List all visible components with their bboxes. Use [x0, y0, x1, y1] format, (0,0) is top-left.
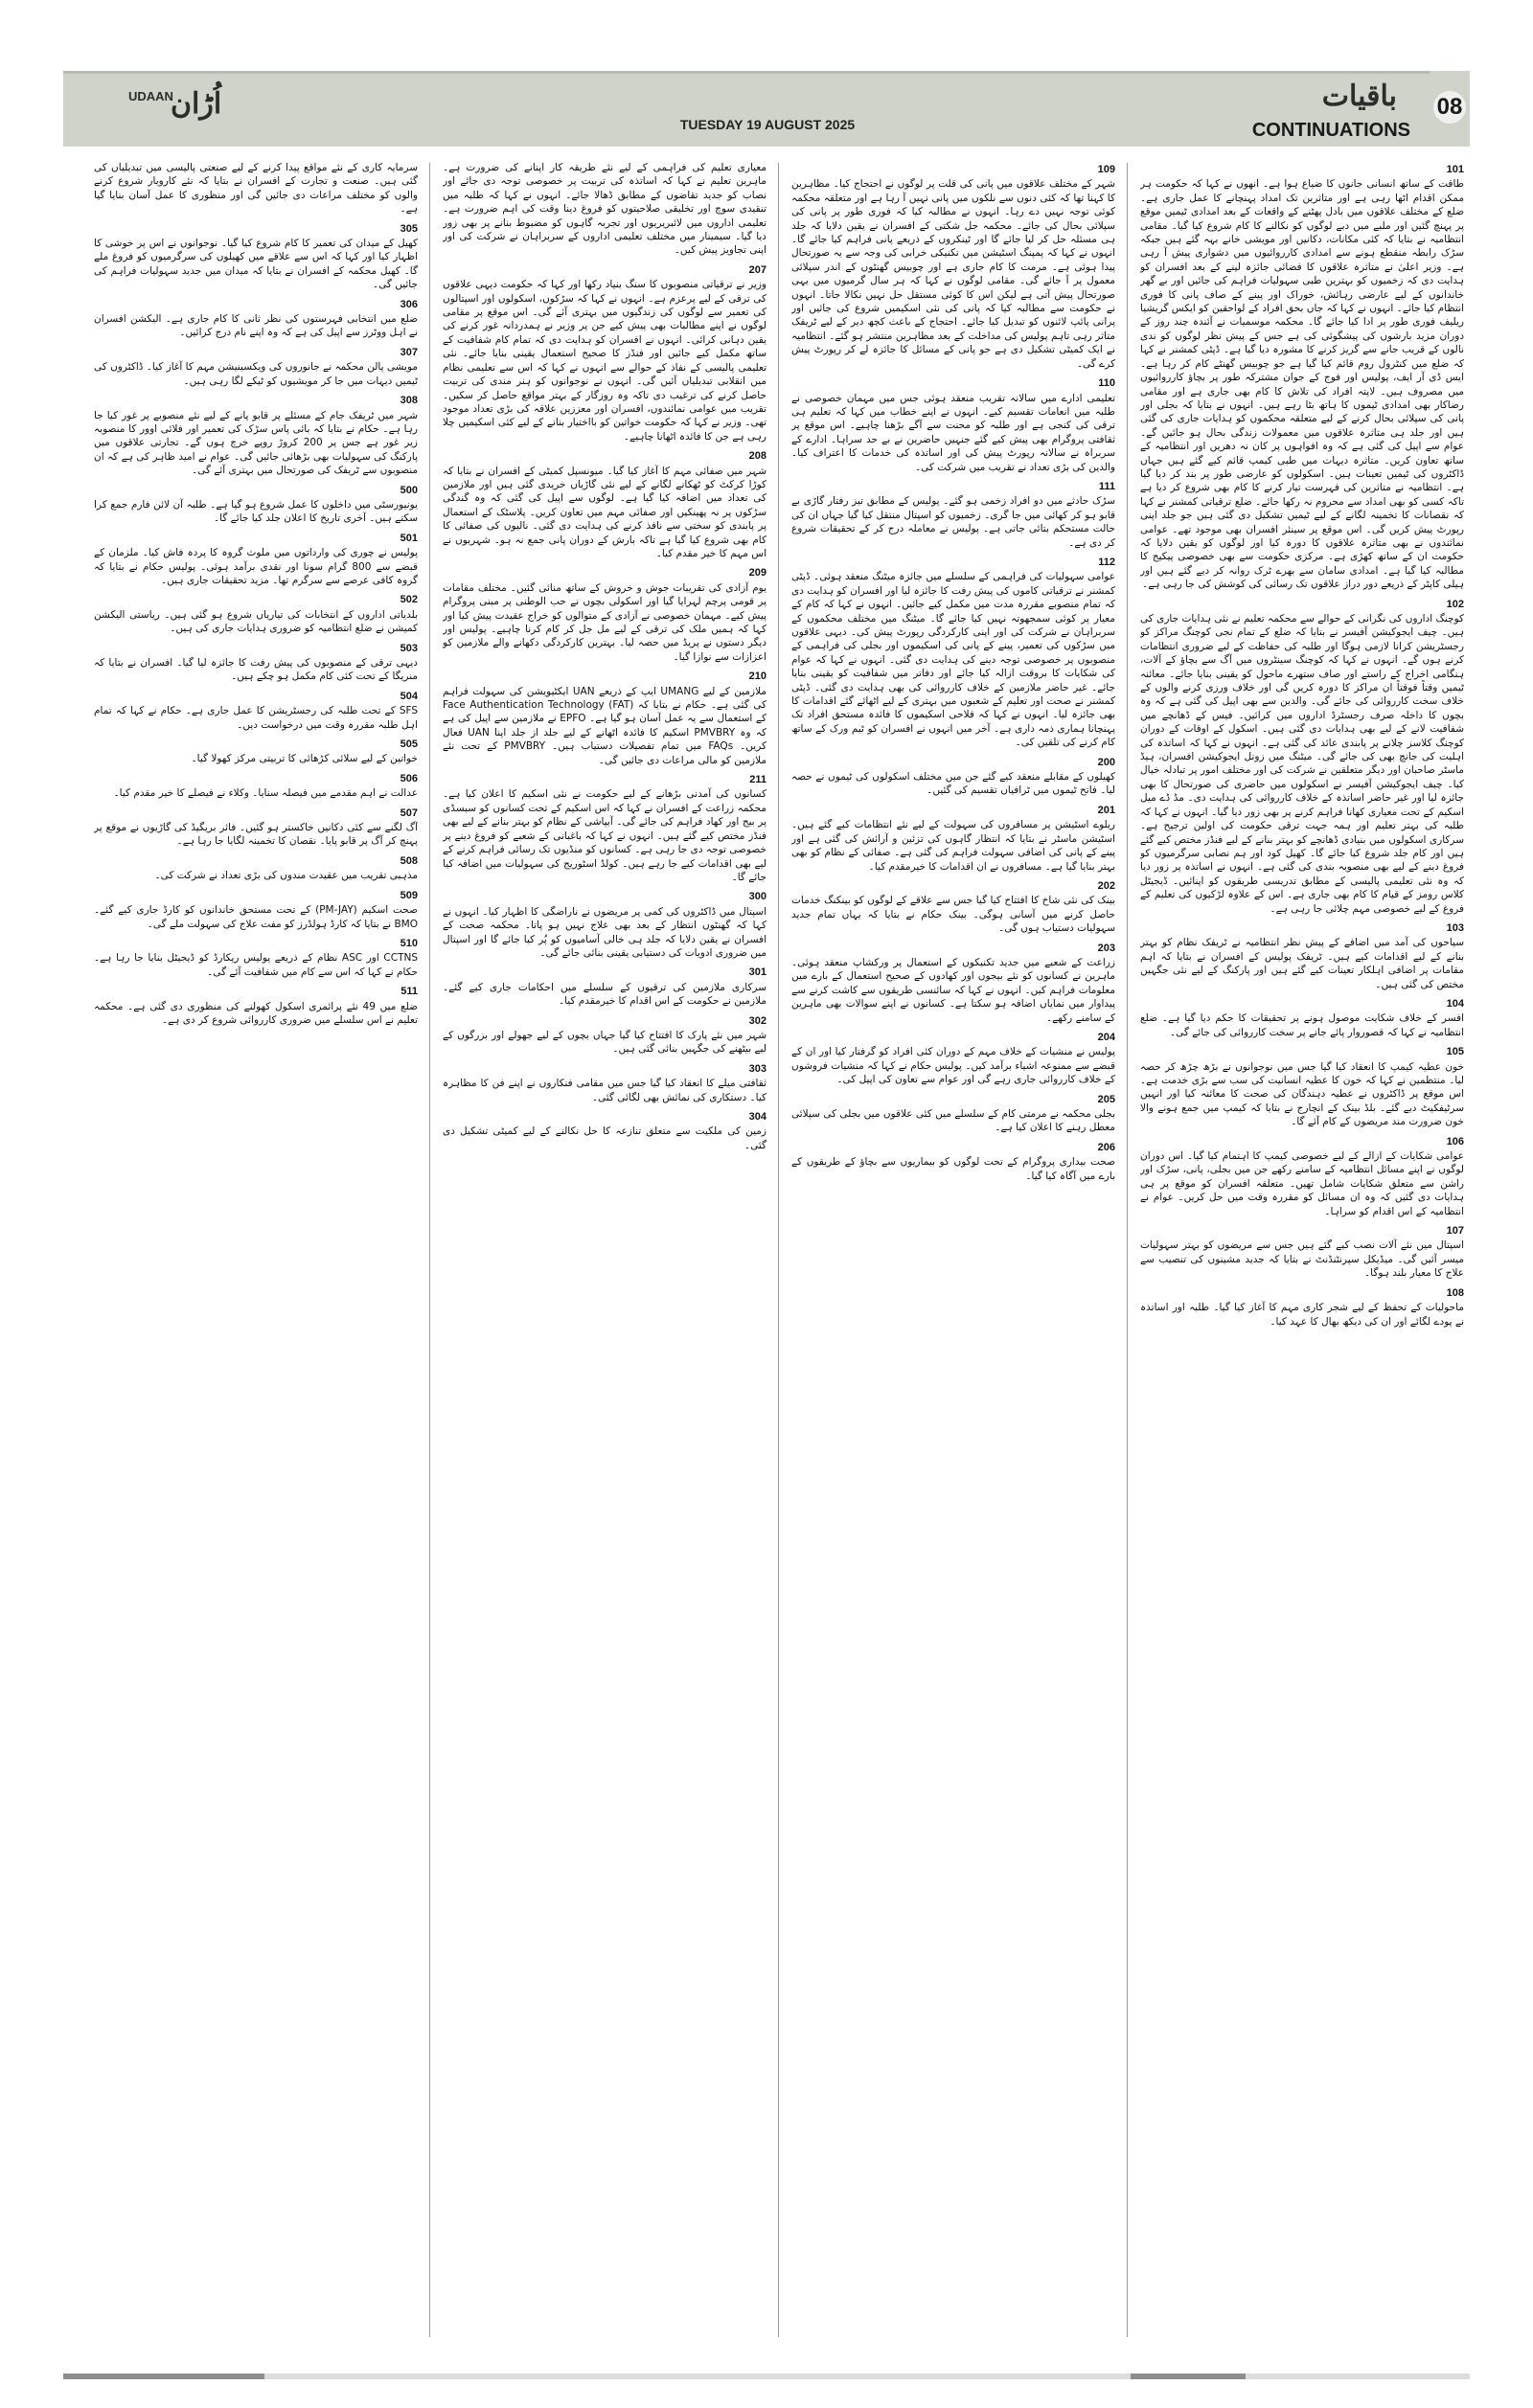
- continuation-text: ملازمین کے لیے UMANG ایپ کے ذریعے UAN ایکٹیویشن کی سہولت فراہم کی گئی ہے۔ حکام نے بتایا کہ Face Authentication Technology (FAT) کے استعمال سے یہ عمل آسان ہو گیا ہے۔ EPFO نے ملازمین سے اپیل کی ہے کہ وہ PMVBRY اسکیم کا فائدہ اٹھانے کے لیے جلد از جلد اپنا UAN فعال کریں۔ FAQs میں تمام تفصیلات دستیاب ہیں۔ PMVBRY کے تحت نئے ملازمین کو مالی مراعات دی جائیں گی۔: [443, 685, 766, 766]
- continuation-block: [443, 566, 766, 664]
- continuation-number: 508: [400, 854, 418, 867]
- continuation-block: [1140, 1224, 1464, 1281]
- article-column-4: [94, 161, 418, 2345]
- continuation-block: [94, 690, 418, 732]
- continuation-number: 101: [1446, 164, 1464, 175]
- continuation-block: [94, 161, 418, 216]
- continuation-text: دیہی ترقی کے منصوبوں کی پیش رفت کا جائزہ لیا گیا۔ افسران نے بتایا کہ منریگا کے تحت کئی کام مکمل ہو چکے ہیں۔: [94, 657, 418, 683]
- continuation-block: [443, 890, 766, 960]
- continuation-block: [443, 1110, 766, 1152]
- continuation-number: 200: [1097, 756, 1115, 768]
- continuation-text: آگ لگنے سے کئی دکانیں خاکستر ہو گئیں۔ فائر بریگیڈ کی گاڑیوں نے موقع پر پہنچ کر آگ پر قابو پایا۔ نقصان کا تخمینہ لگایا جا رہا ہے۔: [94, 822, 418, 848]
- continuation-block: [94, 985, 418, 1027]
- continuation-number: 500: [400, 484, 418, 496]
- continuation-block: [1140, 1135, 1464, 1218]
- continuation-text: سڑک حادثے میں دو افراد زخمی ہو گئے۔ پولیس کے مطابق تیز رفتار گاڑی بے قابو ہو کر کھائی میں جا گری۔ زخمیوں کو اسپتال منتقل کیا گیا جہاں ان کی حالت مستحکم بتائی جاتی ہے۔ پولیس نے معاملہ درج کر کے تحقیقات شروع کر دی ہے۔: [791, 495, 1115, 549]
- continuation-text: خون عطیہ کیمپ کا انعقاد کیا گیا جس میں نوجوانوں نے بڑھ چڑھ کر حصہ لیا۔ منتظمین نے کہا کہ خون کا عطیہ انسانیت کی سب سے بڑی خدمت ہے۔ اس موقع پر ڈاکٹروں نے عطیہ دہندگان کی صحت کا معائنہ کیا اور انہیں سرٹیفکیٹ دیے گئے۔ بلڈ بینک کے انچارج نے بتایا کہ کیمپ میں جمع ہونے والا خون ضرورت مند مریضوں کے کام آئے گا۔: [1140, 1060, 1464, 1128]
- continuation-text: عوامی سہولیات کی فراہمی کے سلسلے میں جائزہ میٹنگ منعقد ہوئی۔ ڈپٹی کمشنر نے ترقیاتی کاموں کی پیش رفت کا جائزہ لیا اور افسران کو ہدایت دی کہ تمام منصوبے مقررہ مدت میں مکمل کیے جائیں۔ انہوں نے کہا کہ کام کے معیار پر کوئی سمجھوتہ نہیں کیا جائے گا۔ میٹنگ میں مختلف محکموں کے سربراہان نے شرکت کی اور اپنی کارکردگی رپورٹ پیش کی۔ دیہی علاقوں میں سڑکوں کی تعمیر، پینے کے پانی کی اسکیموں اور بجلی کی فراہمی کے منصوبوں پر خصوصی توجہ دینے کی ہدایت دی گئی۔ انہوں نے کہا کہ عوام کی شکایات کا بروقت ازالہ کیا جائے اور دفاتر میں شفافیت کو یقینی بنایا جائے۔ غیر حاضر ملازمین کے خلاف کارروائی کی بھی ہدایت دی گئی۔ ڈپٹی کمشنر نے صحت اور تعلیم کے شعبوں میں بہتری کے لیے اٹھائے گئے اقدامات کا بھی جائزہ لیا۔ انہوں نے کہا کہ فلاحی اسکیموں کا فائدہ مستحق افراد تک پہنچانا ہماری ذمہ داری ہے۔ آخر میں انہوں نے افسران کو ٹیم ورک کے ساتھ کام کرنے کی تلقین کی۔: [791, 571, 1115, 749]
- continuation-text: پولیس نے منشیات کے خلاف مہم کے دوران کئی افراد کو گرفتار کیا اور ان کے قبضے سے ممنوعہ اشیاء برآمد کیں۔ پولیس حکام نے کہا کہ منشیات فروشوں کے خلاف کارروائی جاری رہے گی اور عوام سے تعاون کی اپیل کی۔: [791, 1046, 1115, 1086]
- continuation-block: [443, 449, 766, 560]
- continuation-text: شہر کے مختلف علاقوں میں پانی کی قلت پر لوگوں نے احتجاج کیا۔ مظاہرین کا کہنا تھا کہ کئی دنوں سے نلکوں میں پانی نہیں آ رہا ہے اور متعلقہ محکمہ کوئی توجہ نہیں دے رہا۔ انہوں نے مطالبہ کیا کہ فوری طور پر پانی کی سپلائی بحال کی جائے۔ محکمہ جل شکتی کے افسران نے یقین دلایا کہ جلد ہی مسئلہ حل کر لیا جائے گا اور ٹینکروں کے ذریعے پانی فراہم کیا جائے گا۔ انہوں نے کہا کہ پمپنگ اسٹیشن میں تکنیکی خرابی کی وجہ سے یہ صورتحال پیدا ہوئی ہے۔ مرمت کا کام جاری ہے اور چوبیس گھنٹوں کے اندر سپلائی معمول پر آ جائے گی۔ مقامی لوگوں نے کہا کہ ہر سال گرمیوں میں یہی صورتحال پیش آتی ہے لیکن اس کا کوئی مستقل حل نہیں نکالا جاتا۔ انہوں نے حکومت سے مطالبہ کیا کہ پانی کی نئی اسکیمیں شروع کی جائیں اور پرانی پائپ لائنوں کو تبدیل کیا جائے۔ احتجاج کے باعث کچھ دیر کے لیے ٹریفک متاثر رہی تاہم پولیس کی مداخلت کے بعد مظاہرین منتشر ہو گئے۔ انتظامیہ نے ایک کمیٹی تشکیل دی ہے جو پانی کے مسائل کا جائزہ لے کر رپورٹ پیش کرے گی۔: [791, 178, 1115, 370]
- continuation-text: بینک کی نئی شاخ کا افتتاح کیا گیا جس سے علاقے کے لوگوں کو بینکنگ خدمات حاصل کرنے میں آسانی ہوگی۔ بینک حکام نے بتایا کہ یہاں تمام جدید سہولیات دستیاب ہوں گی۔: [791, 895, 1115, 935]
- continuation-block: [94, 532, 418, 588]
- continuation-number: 308: [400, 395, 418, 407]
- continuation-block: [443, 1014, 766, 1056]
- continuation-block: [443, 965, 766, 1008]
- continuation-text: زمین کی ملکیت سے متعلق تنازعہ کا حل نکالنے کے لیے کمیٹی تشکیل دی گئی۔: [443, 1125, 766, 1151]
- continuation-block: [1140, 1286, 1464, 1329]
- page-number-badge: [1430, 71, 1470, 144]
- continuation-block: [1140, 921, 1464, 991]
- continuation-number: 305: [400, 222, 418, 235]
- column-divider: [429, 163, 430, 2337]
- continuation-number: 203: [1097, 942, 1115, 954]
- continuation-number: 211: [749, 774, 766, 786]
- continuation-block: [94, 394, 418, 477]
- continuation-text: شہر میں صفائی مہم کا آغاز کیا گیا۔ میونسپل کمیٹی کے افسران نے بتایا کہ کوڑا کرکٹ کو ٹھکانے لگانے کے لیے نئی گاڑیاں خریدی گئی ہیں اور ملازمین کی تعداد میں اضافہ کیا گیا ہے۔ لوگوں سے اپیل کی گئی کہ وہ گندگی سڑکوں پر نہ پھینکیں اور صفائی مہم میں تعاون کریں۔ پلاسٹک کے استعمال پر پابندی کو سختی سے نافذ کرنے کی ہدایت دی گئی۔ نالیوں کی صفائی کا کام بھی شروع کیا گیا ہے تاکہ بارش کے دوران پانی جمع نہ ہو۔ شہریوں نے اس مہم کا خیر مقدم کیا۔: [443, 465, 766, 559]
- continuation-text: کسانوں کی آمدنی بڑھانے کے لیے حکومت نے نئی اسکیم کا اعلان کیا ہے۔ محکمہ زراعت کے افسران نے کہا کہ اس اسکیم کے تحت کسانوں کو سبسڈی پر بیج اور کھاد فراہم کی جائے گی۔ آبپاشی کے نظام کو بہتر بنانے کے لیے بھی فنڈز مختص کیے گئے ہیں۔ انہوں نے کہا کہ باغبانی کے شعبے کو فروغ دینے پر خصوصی توجہ دی جا رہی ہے۔ کسانوں کو منڈیوں تک رسائی فراہم کرنے کے لیے بھی اقدامات کیے جا رہے ہیں۔ کولڈ اسٹوریج کی سہولیات میں اضافہ کیا جائے گا۔: [443, 788, 766, 883]
- continuation-number: 502: [400, 594, 418, 606]
- continuation-text: اسپتال میں نئے آلات نصب کیے گئے ہیں جس سے مریضوں کو بہتر سہولیات میسر آئیں گی۔ میڈیکل سپرنٹنڈنٹ نے بتایا کہ جدید مشینوں کی تنصیب سے علاج کا معیار بلند ہوگا۔: [1140, 1239, 1464, 1280]
- continuation-number: 112: [1098, 556, 1115, 568]
- continuation-number: 511: [400, 986, 418, 998]
- continuation-block: [94, 738, 418, 766]
- continuation-block: [443, 1062, 766, 1104]
- continuation-text: ریلوے اسٹیشن پر مسافروں کی سہولت کے لیے نئے انتظامات کیے گئے ہیں۔ اسٹیشن ماسٹر نے بتایا کہ انتظار گاہوں کی تزئین و آرائش کی گئی ہے اور پینے کے پانی کی اضافی سہولت فراہم کی گئی ہے۔ صفائی کے نظام کو بھی بہتر بنایا گیا ہے۔ مسافروں نے ان اقدامات کا خیرمقدم کیا۔: [791, 819, 1115, 873]
- continuation-number: 304: [748, 1111, 766, 1123]
- continuation-number: 503: [400, 642, 418, 654]
- continuation-text: طاقت کے ساتھ انسانی جانوں کا ضیاع ہوا ہے۔ انھوں نے کہا کہ حکومت ہر ممکن اقدام اٹھا رہی ہے اور متاثرین تک امداد پہنچانے کا عمل جاری ہے۔ ضلع کے مختلف علاقوں میں بادل پھٹنے کے واقعات کے بعد امدادی ٹیمیں موقع پر پہنچ گئیں اور ملبے میں دبے لوگوں کو نکالنے کا کام شروع کیا گیا۔ مقامی انتظامیہ نے بتایا کہ کئی مکانات، دکانیں اور مویشی خانے بہہ گئے ہیں جبکہ سڑک رابطہ منقطع ہونے سے امدادی کارروائیوں میں دشواری پیش آ رہی ہے۔ وزیر اعلیٰ نے متاثرہ علاقوں کا فضائی جائزہ لینے کے بعد افسران کو ہدایت دی کہ زخمیوں کو بہترین طبی سہولیات فراہم کی جائیں اور بے گھر خاندانوں کے لیے عارضی رہائش، خوراک اور پینے کے صاف پانی کا فوری انتظام کیا جائے۔ انہوں نے کہا کہ جاں بحق افراد کے لواحقین کو ایکس گریشیا ریلیف فوری طور پر ادا کیا جائے گا۔ محکمہ موسمیات نے آئندہ چند روز کے دوران مزید بارشوں کی پیشگوئی کی ہے جس کے پیش نظر لوگوں کو ندی نالوں کے قریب جانے سے گریز کرنے کا مشورہ دیا گیا ہے۔ ڈپٹی کمشنر نے کہا کہ ضلع میں کنٹرول روم قائم کیا گیا ہے جو چوبیس گھنٹے کام کر رہا ہے۔ ایس ڈی آر ایف، پولیس اور فوج کے جوان مشترکہ طور پر بچاؤ کارروائیوں میں مصروف ہیں۔ لاپتہ افراد کی تلاش کا کام بھی جاری ہے اور مقامی رضاکار بھی امدادی ٹیموں کا ہاتھ بٹا رہے ہیں۔ انہوں نے بتایا کہ بجلی اور پانی کی سپلائی بحال کرنے کے لیے متعلقہ محکموں کو ہدایات جاری کی گئی ہیں اور جلد ہی متاثرہ علاقوں میں معمولات زندگی بحال ہو جائیں گے۔ عوام سے اپیل کی گئی ہے کہ وہ افواہوں پر کان نہ دھریں اور انتظامیہ کے ساتھ تعاون کریں۔ متاثرہ دیہات میں طبی کیمپ قائم کیے گئے ہیں جہاں ڈاکٹروں کی ٹیمیں تعینات ہیں۔ اسکولوں کو عارضی طور پر بند کر دیا گیا ہے۔ انتظامیہ نے متاثرین کی فہرست تیار کرنے کا کام بھی شروع کر دیا ہے تاکہ کسی کو بھی امداد سے محروم نہ رکھا جائے۔ ضلع ترقیاتی کمشنر نے کہا کہ نقصانات کا تخمینہ لگانے کے لیے ٹیمیں تشکیل دی گئی ہیں جو جلد اپنی رپورٹ پیش کریں گی۔ اس موقع پر سینئر افسران بھی موجود تھے۔ عوامی نمائندوں نے بھی متاثرہ علاقوں کا دورہ کیا اور لوگوں کو یقین دلایا کہ حکومت ان کے ساتھ کھڑی ہے۔ مرکزی حکومت سے بھی خصوصی پیکیج کا مطالبہ کیا گیا ہے۔ امدادی سامان سے بھرے ٹرک روانہ کر دیے گئے ہیں اور ہیلی کاپٹر کے ذریعے دور دراز علاقوں تک رسائی کی کوشش کی جا رہی ہے۔: [1140, 178, 1464, 591]
- continuation-block: [791, 756, 1115, 798]
- continuation-number: 507: [400, 806, 418, 819]
- article-column-2: [791, 161, 1115, 2345]
- continuation-number: 110: [1098, 377, 1115, 390]
- continuation-number: 202: [1097, 879, 1115, 892]
- continuation-text: ضلع میں انتخابی فہرستوں کی نظر ثانی کا کام جاری ہے۔ الیکشن افسران نے اہل ووٹرز سے اپیل کی ہے کہ وہ اپنے نام درج کرائیں۔: [94, 313, 418, 339]
- continuation-number: 206: [1097, 1141, 1115, 1153]
- continuation-block: [94, 298, 418, 340]
- masthead: [63, 71, 1470, 147]
- continuation-number: 103: [1446, 921, 1464, 934]
- continuation-number: 300: [748, 891, 766, 903]
- continuation-number: 307: [400, 346, 418, 358]
- continuation-number: 201: [1097, 804, 1115, 816]
- continuation-text: صحت اسکیم (PM-JAY) کے تحت مستحق خاندانوں کو کارڈ جاری کیے گئے۔ BMO نے بتایا کہ کارڈ ہولڈرز کو مفت علاج کی سہولت ملے گی۔: [94, 904, 418, 930]
- continuation-number: 102: [1446, 598, 1464, 610]
- continuation-block: [791, 163, 1115, 371]
- continuation-number: 509: [400, 889, 418, 901]
- continuation-number: 111: [1098, 480, 1115, 492]
- continuation-text: کھیلوں کے مقابلے منعقد کیے گئے جن میں مختلف اسکولوں کی ٹیموں نے حصہ لیا۔ فاتح ٹیموں میں ٹرافیاں تقسیم کی گئیں۔: [791, 771, 1115, 797]
- continuation-text: وزیر نے ترقیاتی منصوبوں کا سنگ بنیاد رکھا اور کہا کہ حکومت دیہی علاقوں کی ترقی کے لیے پرعزم ہے۔ انہوں نے کہا کہ سڑکوں، اسکولوں اور اسپتالوں کی تعمیر سے لوگوں کی زندگیوں میں بہتری آئے گی۔ اس موقع پر مقامی لوگوں نے اپنے مطالبات بھی پیش کیے جن پر وزیر نے ہمدردانہ غور کرنے کی یقین دہانی کرائی۔ انہوں نے افسران کو ہدایت دی کہ تمام کام شفافیت کے ساتھ مکمل کیے جائیں اور فنڈز کا صحیح استعمال یقینی بنایا جائے۔ نئی تعلیمی پالیسی کے نفاذ کے حوالے سے انہوں نے کہا کہ اس سے تعلیمی نظام میں انقلابی تبدیلیاں آئیں گی۔ انہوں نے نوجوانوں کو ہنر مندی کی تربیت حاصل کرنے کی ترغیب دی تاکہ وہ روزگار کے بہتر مواقع حاصل کر سکیں۔ تقریب میں عوامی نمائندوں، افسران اور معززین علاقہ کی بڑی تعداد موجود تھی۔ وزیر نے کہا کہ حکومت خواتین کو بااختیار بنانے کے لیے کئی اسکیمیں چلا رہی ہے جن کا فائدہ اٹھانا چاہیے۔: [443, 279, 766, 443]
- continuation-text: سیاحوں کی آمد میں اضافے کے پیش نظر انتظامیہ نے ٹریفک نظام کو بہتر بنانے کے لیے اقدامات کیے ہیں۔ ٹریفک پولیس کے افسران نے بتایا کہ اہم مقامات پر اضافی اہلکار تعینات کیے گئے ہیں اور پارکنگ کے لیے نئی جگہیں مختص کی گئی ہیں۔: [1140, 937, 1464, 990]
- column-divider: [1127, 163, 1128, 2337]
- continuation-block: [791, 556, 1115, 750]
- continuation-number: 104: [1446, 997, 1464, 1010]
- continuation-number: 107: [1446, 1225, 1464, 1238]
- continuation-text: ضلع میں 49 نئے پرائمری اسکول کھولنے کی منظوری دی گئی ہے۔ محکمہ تعلیم نے اس سلسلے میں ضروری کارروائی شروع کر دی ہے۔: [94, 1000, 418, 1026]
- continuation-text: خواتین کے لیے سلائی کڑھائی کا تربیتی مرکز کھولا گیا۔: [191, 753, 418, 765]
- continuation-text: افسر کے خلاف شکایت موصول ہونے پر تحقیقات کا حکم دیا گیا ہے۔ ضلع انتظامیہ نے کہا کہ قصوروار پائے جانے پر سخت کارروائی کی جائے گی۔: [1140, 1012, 1464, 1038]
- continuation-number: 306: [400, 298, 418, 310]
- continuation-text: عدالت نے اہم مقدمے میں فیصلہ سنایا۔ وکلاء نے فیصلے کا خیر مقدم کیا۔: [113, 787, 418, 800]
- continuation-number: 207: [748, 263, 766, 276]
- continuation-number: 204: [1097, 1031, 1115, 1043]
- page-number: 08: [1433, 91, 1466, 124]
- continuation-text: اسپتال میں ڈاکٹروں کی کمی پر مریضوں نے ناراضگی کا اظہار کیا۔ انہوں نے کہا کہ گھنٹوں انتظار کے بعد بھی علاج نہیں ہو پاتا۔ محکمہ صحت کے افسران نے یقین دلایا کہ جلد ہی خالی آسامیوں کو پُر کیا جائے گا اور اسپتال میں ضروری ادویات کی دستیابی یقینی بنائی جائے گی۔: [443, 905, 766, 959]
- continuation-block: [791, 942, 1115, 1025]
- continuation-text: صحت بیداری پروگرام کے تحت لوگوں کو بیماریوں سے بچاؤ کے طریقوں کے بارے میں آگاہ کیا گیا۔: [791, 1156, 1115, 1182]
- section-title: [1219, 74, 1410, 147]
- continuation-block: [94, 642, 418, 684]
- continuation-text: CCTNS اور ASC نظام کے ذریعے پولیس ریکارڈ کو ڈیجیٹل بنایا جا رہا ہے۔ حکام نے کہا کہ اس سے کام میں شفافیت آئے گی۔: [94, 952, 418, 978]
- continuation-number: 303: [748, 1062, 766, 1075]
- continuation-block: [94, 484, 418, 526]
- footer-accent: [63, 2374, 264, 2379]
- continuation-block: [94, 346, 418, 388]
- continuation-number: 105: [1446, 1046, 1464, 1058]
- continuation-block: [443, 263, 766, 443]
- continuation-text: ثقافتی میلے کا انعقاد کیا گیا جس میں مقامی فنکاروں نے اپنے فن کا مظاہرہ کیا۔ دستکاری کی نمائش بھی لگائی گئی۔: [443, 1078, 766, 1103]
- continuation-text: عوامی شکایات کے ازالے کے لیے خصوصی کیمپ کا اہتمام کیا گیا۔ اس دوران لوگوں نے اپنے مسائل انتظامیہ کے سامنے رکھے جن میں بجلی، پانی، سڑک اور راشن سے متعلق شکایات شامل تھیں۔ متعلقہ افسران کو موقع پر ہی ہدایات دی گئیں کہ وہ ان مسائل کو مقررہ وقت میں حل کریں۔ عوام نے انتظامیہ کے اس اقدام کو سراہا۔: [1140, 1150, 1464, 1217]
- continuation-text: مذہبی تقریب میں عقیدت مندوں کی بڑی تعداد نے شرکت کی۔: [154, 870, 418, 882]
- footer-accent: [1131, 2374, 1246, 2379]
- continuation-number: 208: [748, 450, 766, 463]
- continuation-number: 301: [748, 966, 766, 979]
- column-divider: [778, 163, 779, 2337]
- continuation-text: زراعت کے شعبے میں جدید تکنیکوں کے استعمال پر ورکشاپ منعقد ہوئی۔ ماہرین نے کسانوں کو نئے بیجوں اور کھادوں کے صحیح استعمال کے بارے میں معلومات فراہم کیں۔ انہوں نے کہا کہ سائنسی طریقوں سے کاشت کرنے سے پیداوار میں نمایاں اضافہ ہو سکتا ہے۔ کسانوں نے اپنے سوالات بھی ماہرین کے سامنے رکھے۔: [791, 956, 1115, 1024]
- continuation-block: [791, 804, 1115, 874]
- continuation-block: [791, 1031, 1115, 1087]
- continuation-number: 506: [400, 772, 418, 784]
- continuation-text: معیاری تعلیم کی فراہمی کے لیے نئے طریقہ کار اپنانے کی ضرورت ہے۔ ماہرین تعلیم نے کہا کہ اساتذہ کی تربیت پر خصوصی توجہ دی جائے اور نصاب کو جدید تقاضوں کے مطابق ڈھالا جائے۔ انہوں نے کہا کہ طلبہ میں تنقیدی سوچ اور تخلیقی صلاحیتوں کو فروغ دینا وقت کی اہم ضرورت ہے۔ تعلیمی اداروں میں لائبریریوں اور تجربہ گاہوں کو مضبوط بنانے پر بھی زور دیا گیا۔ سیمینار میں مختلف تعلیمی اداروں کے سربراہان نے شرکت کی اور اپنی تجاویز پیش کیں۔: [443, 162, 766, 257]
- logo-urdu: اُڑان: [171, 87, 222, 121]
- continuation-block: [94, 889, 418, 931]
- continuation-number: 504: [400, 690, 418, 702]
- section-title-urdu: باقیات: [1321, 80, 1397, 113]
- issue-date: TUESDAY 19 AUGUST 2025: [679, 117, 856, 132]
- continuation-block: [1140, 163, 1464, 592]
- continuation-block: [94, 593, 418, 635]
- continuation-text: شہر میں نئے پارک کا افتتاح کیا گیا جہاں بچوں کے لیے جھولے اور بزرگوں کے لیے بیٹھنے کی جگہیں بنائی گئی ہیں۔: [443, 1029, 766, 1056]
- continuation-block: [94, 854, 418, 883]
- continuation-number: 302: [748, 1014, 766, 1027]
- continuation-text: ماحولیات کے تحفظ کے لیے شجر کاری مہم کا آغاز کیا گیا۔ طلبہ اور اساتذہ نے پودے لگائے اور ان کی دیکھ بھال کا عہد کیا۔: [1140, 1302, 1464, 1328]
- continuation-block: [791, 376, 1115, 474]
- continuation-text: مویشی پالن محکمہ نے جانوروں کی ویکسینیشن مہم کا آغاز کیا۔ ڈاکٹروں کی ٹیمیں دیہات میں جا کر مویشیوں کو ٹیکے لگا رہی ہیں۔: [94, 361, 418, 387]
- continuation-block: [1140, 598, 1464, 916]
- continuation-number: 501: [400, 532, 418, 544]
- continuation-block: [94, 937, 418, 979]
- continuation-number: 210: [748, 670, 766, 683]
- continuation-number: 505: [400, 738, 418, 751]
- continuation-number: 510: [400, 937, 418, 949]
- continuation-text: یونیورسٹی میں داخلوں کا عمل شروع ہو گیا ہے۔ طلبہ آن لائن فارم جمع کرا سکتے ہیں۔ آخری تاریخ کا اعلان جلد کیا جائے گا۔: [94, 498, 418, 525]
- continuation-block: [1140, 997, 1464, 1039]
- continuation-number: 108: [1446, 1286, 1464, 1299]
- continuation-block: [791, 1141, 1115, 1183]
- continuation-text: کوچنگ اداروں کی نگرانی کے حوالے سے محکمہ تعلیم نے نئی ہدایات جاری کی ہیں۔ چیف ایجوکیشن آفیسر نے بتایا کہ ضلع کے تمام نجی کوچنگ مراکز کو رجسٹریشن کرانا لازمی ہوگا اور طلبہ کی حفاظت کے لیے ضروری انتظامات کرنے ہوں گے۔ انہوں نے کہا کہ کوچنگ سینٹروں میں آگ سے بچاؤ کے آلات، ہنگامی اخراج کے راستے اور صاف ستھرے ماحول کو یقینی بنایا جائے۔ معائنہ ٹیمیں وقتاً فوقتاً ان مراکز کا دورہ کریں گی اور خلاف ورزی کرنے والوں کے خلاف سخت کارروائی کی جائے گی۔ والدین سے بھی اپیل کی گئی ہے کہ وہ بچوں کا داخلہ صرف رجسٹرڈ اداروں میں کرائیں۔ فیس کے ڈھانچے میں شفافیت لانے کے لیے بھی ہدایات دی گئی ہیں۔ اسکول کے اوقات کے دوران کوچنگ کلاسز چلانے پر پابندی عائد کی گئی ہے۔ انہوں نے کہا کہ اساتذہ کی اہلیت کی جانچ بھی کی جائے گی۔ میٹنگ میں زونل ایجوکیشن افسران، ہیڈ ماسٹر صاحبان اور دیگر متعلقین نے شرکت کی اور مختلف امور پر تبادلہ خیال کیا۔ چیف ایجوکیشن آفیسر نے اسکولوں میں حاضری کی صورتحال کا بھی جائزہ لیا اور غیر حاضر اساتذہ کے خلاف کارروائی کی ہدایت دی۔ مڈ ڈے میل اسکیم کے تحت معیاری کھانا فراہم کرنے پر بھی زور دیا گیا۔ انہوں نے کہا کہ طلبہ کی بہتر تعلیم اور ہمہ جہت ترقی حکومت کی اولین ترجیح ہے۔ سرکاری اسکولوں میں بنیادی ڈھانچے کو بہتر بنانے کے لیے فنڈز مختص کیے گئے ہیں اور کام جلد شروع کیا جائے گا۔ کھیل کود اور ہم نصابی سرگرمیوں کو فروغ دینے کے لیے بھی منصوبہ بندی کی گئی ہے۔ انہوں نے اساتذہ پر زور دیا کہ وہ نئی تعلیمی پالیسی کے مطابق تدریسی طریقوں کو اپنائیں۔ ڈیجیٹل کلاس رومز کے قیام کا کام بھی جاری ہے۔ اس کے علاوہ لڑکیوں کی تعلیم کے فروغ کے لیے خصوصی مہم چلائی جا رہی ہے۔: [1140, 613, 1464, 915]
- continuation-block: [94, 772, 418, 801]
- newspaper-logo: [128, 81, 243, 139]
- article-column-3: [443, 161, 766, 2345]
- continuation-number: 106: [1446, 1135, 1464, 1147]
- section-title-english: CONTINUATIONS: [1251, 120, 1410, 141]
- continuation-block: [791, 1093, 1115, 1135]
- continuation-number: 209: [748, 567, 766, 579]
- continuation-text: SFS کے تحت طلبہ کی رجسٹریشن کا عمل جاری ہے۔ حکام نے کہا کہ تمام اہل طلبہ مقررہ وقت میں درخواست دیں۔: [94, 705, 418, 731]
- continuation-text: بجلی محکمہ نے مرمتی کام کے سلسلے میں کئی علاقوں میں بجلی کی سپلائی معطل رہنے کا اعلان کیا ہے۔: [791, 1108, 1115, 1134]
- continuation-block: [791, 480, 1115, 550]
- continuation-block: [791, 879, 1115, 936]
- continuation-text: بلدیاتی اداروں کے انتخابات کی تیاریاں شروع ہو گئی ہیں۔ ریاستی الیکشن کمیشن نے ضلع انتظامیہ کو ضروری ہدایات جاری کی ہیں۔: [94, 608, 418, 635]
- continuation-block: [443, 773, 766, 884]
- logo-english: UDAAN: [128, 89, 173, 103]
- continuation-text: سرمایہ کاری کے نئے مواقع پیدا کرنے کے لیے صنعتی پالیسی میں تبدیلیاں کی گئی ہیں۔ صنعت و تجارت کے افسران نے بتایا کہ نئے کاروبار شروع کرنے والوں کو مختلف مراعات دی جائیں گی اور منظوری کا عمل آسان بنایا گیا ہے۔: [94, 162, 418, 216]
- continuation-text: کھیل کے میدان کی تعمیر کا کام شروع کیا گیا۔ نوجوانوں نے اس پر خوشی کا اظہار کیا اور کہا کہ اس سے علاقے میں کھیلوں کی سرگرمیوں کو فروغ ملے گا۔ کھیل محکمہ کے افسران نے بتایا کہ میدان میں جدید سہولیات فراہم کی جائیں گی۔: [94, 238, 418, 291]
- continuation-block: [94, 806, 418, 849]
- continuation-number: 205: [1097, 1093, 1115, 1105]
- continuation-text: شہر میں ٹریفک جام کے مسئلے پر قابو پانے کے لیے نئے منصوبے پر غور کیا جا رہا ہے۔ حکام نے بتایا کہ بائی پاس سڑک کی تعمیر اور فلائی اوور کا منصوبہ زیر غور ہے جس پر 200 کروڑ روپے خرچ ہوں گے۔ تجارتی علاقوں میں پارکنگ کی سہولیات بھی بڑھائی جائیں گی۔ عوام نے امید ظاہر کی ہے کہ ان منصوبوں سے ٹریفک کی صورتحال میں بہتری آئے گی۔: [94, 409, 418, 477]
- continuation-block: [443, 161, 766, 258]
- continuation-block: [1140, 1045, 1464, 1128]
- footer-bar: [63, 2374, 1470, 2379]
- continuation-text: تعلیمی ادارے میں سالانہ تقریب منعقد ہوئی جس میں مہمان خصوصی نے طلبہ میں انعامات تقسیم کیے۔ انہوں نے اپنے خطاب میں کہا کہ تعلیم ہی ترقی کی کنجی ہے اور طلبہ کو محنت سے آگے بڑھنا چاہیے۔ اس موقع پر ثقافتی پروگرام بھی پیش کیے گئے جنہیں حاضرین نے بے حد سراہا۔ ادارے کے سربراہ نے سالانہ رپورٹ پیش کی اور اساتذہ کی خدمات کا اعتراف کیا۔ والدین کی بڑی تعداد نے تقریب میں شرکت کی۔: [791, 392, 1115, 473]
- continuation-text: یوم آزادی کی تقریبات جوش و خروش کے ساتھ منائی گئیں۔ مختلف مقامات پر قومی پرچم لہرایا گیا اور اسکولی بچوں نے حب الوطنی پر مبنی پروگرام پیش کیے۔ مہمان خصوصی نے آزادی کے متوالوں کو خراج عقیدت پیش کیا اور کہا کہ ہمیں ملک کی ترقی کے لیے مل جل کر کام کرنا چاہیے۔ پولیس اور دیگر دستوں نے پریڈ میں حصہ لیا۔ بہترین کارکردگی دکھانے والے ملازمین کو اعزازات سے نوازا گیا۔: [443, 581, 766, 663]
- continuation-text: پولیس نے چوری کی وارداتوں میں ملوث گروہ کا پردہ فاش کیا۔ ملزمان کے قبضے سے 800 گرام سونا اور نقدی برآمد ہوئی۔ پولیس حکام نے بتایا کہ گروہ کافی عرصے سے سرگرم تھا۔ مزید تحقیقات جاری ہیں۔: [94, 547, 418, 586]
- continuation-text: سرکاری ملازمین کی ترقیوں کے سلسلے میں احکامات جاری کیے گئے۔ ملازمین نے حکومت کے اس اقدام کا خیرمقدم کیا۔: [443, 981, 766, 1008]
- continuation-block: [443, 670, 766, 767]
- continuation-block: [94, 222, 418, 292]
- continuation-number: 109: [1097, 164, 1115, 175]
- article-column-1: [1140, 161, 1464, 2345]
